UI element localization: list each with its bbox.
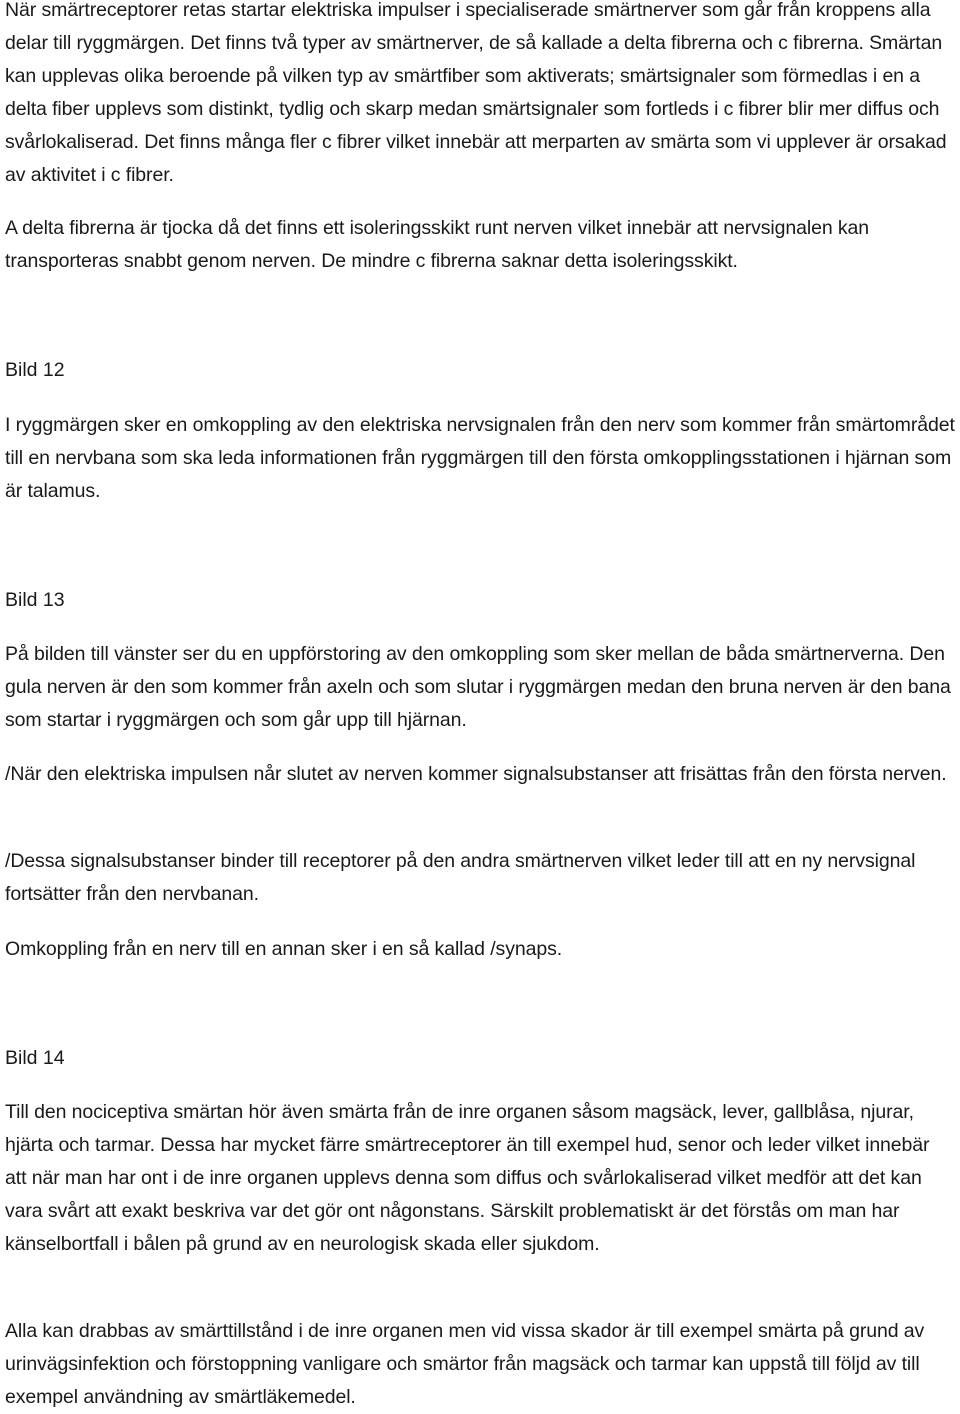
heading-bild-12: Bild 12: [5, 359, 65, 381]
paragraph-visceral-pain: Till den nociceptiva smärtan hör även smärta från de inre organen såsom magsäck, lever, gallblåsa, njurar, hjärta och tarmar. Dessa har mycket färre smärtreceptorer än till exempel hud, senor och leder vilket innebär att när man har ont i de inre organen upplevs denna som diffus och svårlokaliserad vilket medför att det kan vara svårt att exakt beskriva var det gör ont någonstans. Särskilt problematiskt är det förstås om man har känselbortfall i bålen på grund av en neurologisk skada eller sjukdom.: [5, 1101, 930, 1255]
heading-bild-14: Bild 14: [5, 1047, 65, 1069]
paragraph-pain-fibers: När smärtreceptorer retas startar elektriska impulser i specialiserade smärtnerver som går från kroppens alla delar till ryggmärgen. Det finns två typer av smärtnerver, de så kallade a delta fibrerna och c fibrerna. Smärtan kan upplevas olika beroende på vilken typ av smärtfiber som aktiverats; smärtsignaler som förmedlas i en a delta fiber upplevs som distinkt, tydlig och skarp medan smärtsignaler som fortleds i c fibrer blir mer diffus och svårlokaliserad. Det finns många fler c fibrer vilket innebär att merparten av smärta som vi upplever är orsakad av aktivitet i c fibrer.: [5, 0, 947, 186]
paragraph-receptor-binding: /Dessa signalsubstanser binder till receptorer på den andra smärtnerven vilket leder till att en ny nervsignal fortsätter från den nervbanan.: [5, 850, 916, 905]
paragraph-spinal-switch: I ryggmärgen sker en omkoppling av den elektriska nervsignalen från den nerv som kommer från smärtområdet till en nervbana som ska leda informationen från ryggmärgen till den första omkopplingsstationen i hjärnan som är talamus.: [5, 414, 955, 502]
paragraph-visceral-conditions: Alla kan drabbas av smärttillstånd i de inre organen men vid vissa skador är till exempel smärta på grund av urinvägsinfektion och förstoppning vanligare och smärtor från magsäck och tarmar kan uppstå till följd av till exempel användning av smärtläkemedel.: [5, 1320, 925, 1408]
heading-bild-13: Bild 13: [5, 589, 65, 611]
paragraph-a-delta-fibers: A delta fibrerna är tjocka då det finns ett isoleringsskikt runt nerven vilket innebär att nervsignalen kan transporteras snabbt genom nerven. De mindre c fibrerna saknar detta isoleringsskikt.: [5, 217, 870, 272]
paragraph-impulse-release: /När den elektriska impulsen når slutet av nerven kommer signalsubstanser att frisättas från den första nerven.: [5, 763, 947, 785]
paragraph-synapse: Omkoppling från en nerv till en annan sker i en så kallad /synaps.: [5, 938, 563, 960]
paragraph-enlarged-switch: På bilden till vänster ser du en uppförstoring av den omkoppling som sker mellan de båda smärtnerverna. Den gula nerven är den som kommer från axeln och som slutar i ryggmärgen medan den bruna nerven är den bana som startar i ryggmärgen och som går upp till hjärnan.: [5, 643, 951, 731]
